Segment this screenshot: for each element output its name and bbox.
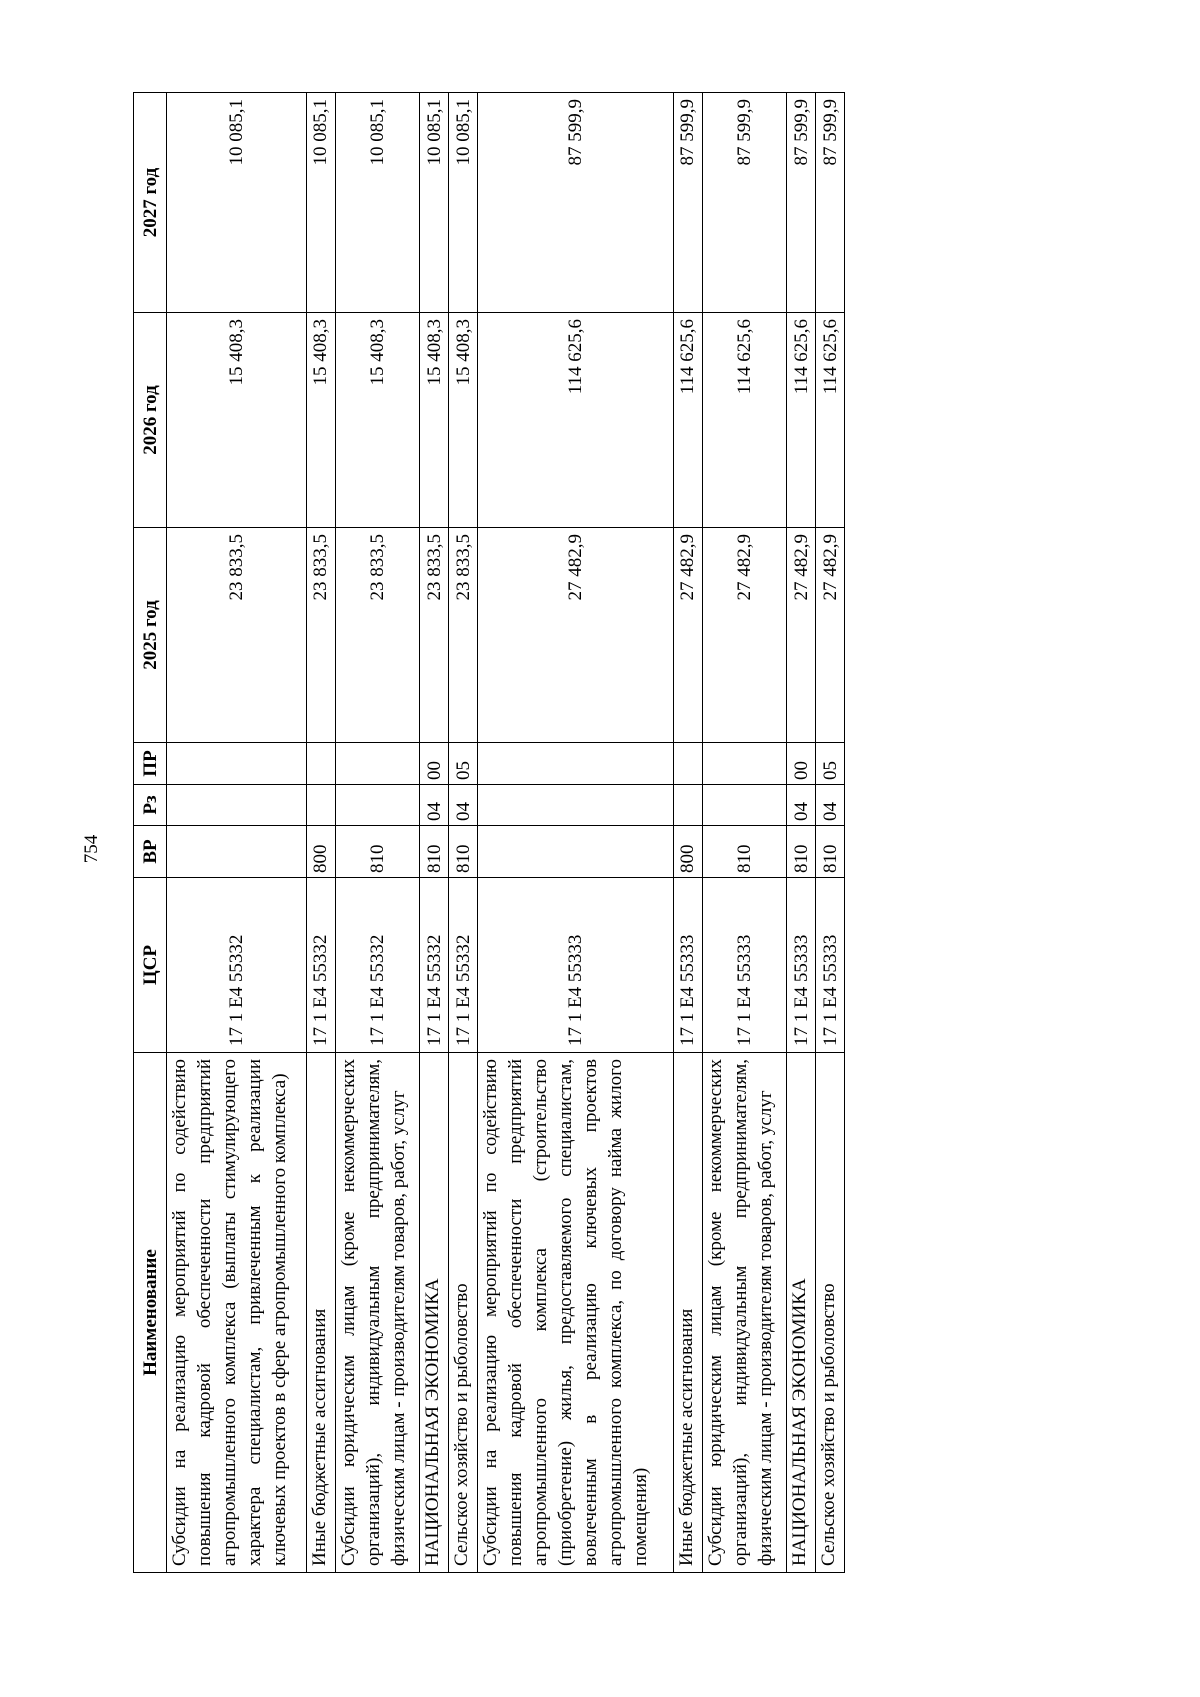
cell-2025: 27 482,9 <box>787 528 816 743</box>
cell-2025: 23 833,5 <box>307 528 336 743</box>
cell-2027: 87 599,9 <box>478 93 674 313</box>
cell-2027: 87 599,9 <box>673 93 702 313</box>
cell-2027: 10 085,1 <box>420 93 449 313</box>
cell-2025: 27 482,9 <box>702 528 786 743</box>
cell-vr: 810 <box>816 826 845 878</box>
cell-2025: 27 482,9 <box>673 528 702 743</box>
cell-csr: 17 1 Е4 55333 <box>702 878 786 1053</box>
rotated-table-container <box>133 93 845 1573</box>
budget-table <box>133 92 845 1573</box>
cell-2026: 114 625,6 <box>787 313 816 528</box>
cell-2026: 114 625,6 <box>673 313 702 528</box>
cell-rz <box>307 785 336 826</box>
cell-2026: 15 408,3 <box>420 313 449 528</box>
cell-vr: 810 <box>702 826 786 878</box>
cell-rz <box>167 785 307 826</box>
cell-vr: 800 <box>673 826 702 878</box>
cell-2026: 15 408,3 <box>307 313 336 528</box>
table-row <box>307 93 336 1573</box>
header-2027: 2027 год <box>134 93 167 313</box>
cell-name: Субсидии юридическим лицам (кроме некоммерческих организаций), индивидуальным предпринимателям, физическим лицам - производителям товаров, работ, услуг <box>335 1053 419 1573</box>
cell-2027: 10 085,1 <box>167 93 307 313</box>
header-rz: Рз <box>134 785 167 826</box>
cell-vr: 810 <box>449 826 478 878</box>
cell-pr <box>478 743 674 785</box>
cell-pr <box>702 743 786 785</box>
cell-2026: 15 408,3 <box>167 313 307 528</box>
cell-rz <box>673 785 702 826</box>
cell-name: Субсидии на реализацию мероприятий по содействию повышения кадровой обеспеченности предприятий агропромышленного комплекса (строительство (приобретение) жилья, предоставляемого специалистам, вовлеченным в реализацию ключевых проектов агропромышленного комплекса, по договору найма жилого помещения) <box>478 1053 674 1573</box>
table-row <box>335 93 419 1573</box>
cell-2027: 87 599,9 <box>787 93 816 313</box>
table-row <box>702 93 786 1573</box>
cell-csr: 17 1 Е4 55332 <box>167 878 307 1053</box>
cell-2027: 10 085,1 <box>449 93 478 313</box>
table-row <box>673 93 702 1573</box>
cell-2026: 15 408,3 <box>335 313 419 528</box>
table-header-row <box>134 93 167 1573</box>
cell-name: Сельское хозяйство и рыболовство <box>449 1053 478 1573</box>
page-number: 754 <box>81 834 102 864</box>
cell-name: Иные бюджетные ассигнования <box>307 1053 336 1573</box>
cell-pr: 05 <box>449 743 478 785</box>
header-pr: ПР <box>134 743 167 785</box>
cell-vr: 810 <box>420 826 449 878</box>
table-row <box>816 93 845 1573</box>
cell-vr <box>167 826 307 878</box>
cell-name: Сельское хозяйство и рыболовство <box>816 1053 845 1573</box>
cell-vr <box>478 826 674 878</box>
cell-rz: 04 <box>787 785 816 826</box>
cell-name: Субсидии на реализацию мероприятий по содействию повышения кадровой обеспеченности предприятий агропромышленного комплекса (выплаты стимулирующего характера специалистам, привлеченным к реализации ключевых проектов в сфере агропромышленного комплекса) <box>167 1053 307 1573</box>
cell-vr: 810 <box>787 826 816 878</box>
cell-name: Иные бюджетные ассигнования <box>673 1053 702 1573</box>
cell-name: НАЦИОНАЛЬНАЯ ЭКОНОМИКА <box>787 1053 816 1573</box>
cell-2027: 87 599,9 <box>702 93 786 313</box>
header-2026: 2026 год <box>134 313 167 528</box>
cell-2027: 10 085,1 <box>307 93 336 313</box>
cell-csr: 17 1 Е4 55333 <box>787 878 816 1053</box>
cell-rz <box>335 785 419 826</box>
cell-2025: 23 833,5 <box>420 528 449 743</box>
cell-csr: 17 1 Е4 55333 <box>673 878 702 1053</box>
cell-vr: 810 <box>335 826 419 878</box>
header-2025: 2025 год <box>134 528 167 743</box>
cell-csr: 17 1 Е4 55332 <box>335 878 419 1053</box>
cell-pr <box>673 743 702 785</box>
header-csr: ЦСР <box>134 878 167 1053</box>
cell-2026: 114 625,6 <box>478 313 674 528</box>
table-row <box>167 93 307 1573</box>
table-row <box>420 93 449 1573</box>
cell-2025: 23 833,5 <box>449 528 478 743</box>
cell-rz <box>478 785 674 826</box>
cell-2025: 27 482,9 <box>816 528 845 743</box>
cell-rz: 04 <box>449 785 478 826</box>
cell-pr: 00 <box>420 743 449 785</box>
header-name: Наименование <box>134 1053 167 1573</box>
cell-pr <box>167 743 307 785</box>
cell-csr: 17 1 Е4 55332 <box>420 878 449 1053</box>
cell-2027: 10 085,1 <box>335 93 419 313</box>
cell-csr: 17 1 Е4 55332 <box>307 878 336 1053</box>
cell-2025: 23 833,5 <box>167 528 307 743</box>
cell-rz: 04 <box>420 785 449 826</box>
cell-pr: 00 <box>787 743 816 785</box>
cell-csr: 17 1 Е4 55333 <box>478 878 674 1053</box>
cell-name: НАЦИОНАЛЬНАЯ ЭКОНОМИКА <box>420 1053 449 1573</box>
cell-rz: 04 <box>816 785 845 826</box>
cell-csr: 17 1 Е4 55332 <box>449 878 478 1053</box>
cell-pr <box>335 743 419 785</box>
cell-2025: 23 833,5 <box>335 528 419 743</box>
cell-name: Субсидии юридическим лицам (кроме некоммерческих организаций), индивидуальным предпринимателям, физическим лицам - производителям товаров, работ, услуг <box>702 1053 786 1573</box>
table-row <box>449 93 478 1573</box>
cell-2027: 87 599,9 <box>816 93 845 313</box>
cell-rz <box>702 785 786 826</box>
cell-vr: 800 <box>307 826 336 878</box>
table-row <box>478 93 674 1573</box>
cell-2026: 114 625,6 <box>702 313 786 528</box>
cell-2026: 114 625,6 <box>816 313 845 528</box>
cell-2025: 27 482,9 <box>478 528 674 743</box>
cell-pr <box>307 743 336 785</box>
cell-2026: 15 408,3 <box>449 313 478 528</box>
cell-csr: 17 1 Е4 55333 <box>816 878 845 1053</box>
header-vr: ВР <box>134 826 167 878</box>
table-row <box>787 93 816 1573</box>
cell-pr: 05 <box>816 743 845 785</box>
